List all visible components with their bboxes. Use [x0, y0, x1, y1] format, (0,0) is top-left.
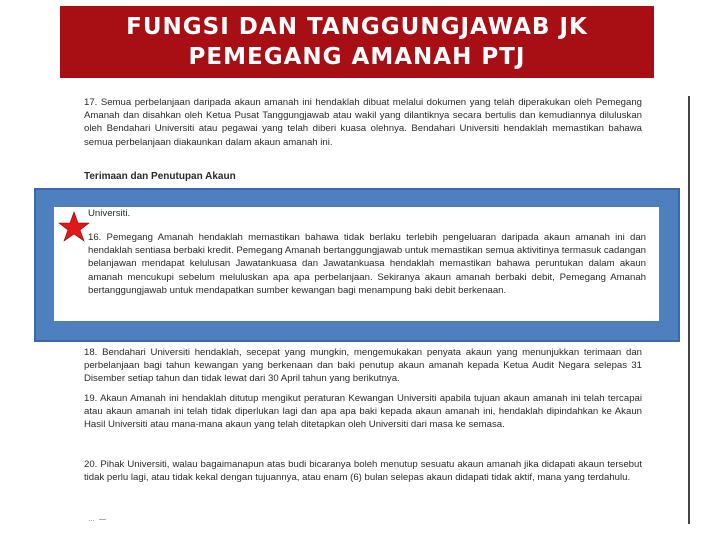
- red-star-icon: [58, 211, 90, 243]
- page-edge-rule: [688, 96, 690, 524]
- slide-title-line-1: FUNGSI DAN TANGGUNGJAWAB JK: [126, 14, 588, 40]
- paragraph-18: 18. Bendahari Universiti hendaklah, secepat yang mungkin, mengemukakan penyata akaun yang menunjukkan terimaan dan perbelanjaan bagi tahun kewangan yang berkenaan dan baki penutup akaun amanah kepada Ketua Audit Negara selepas 31 Disember setiap tahun dan tidak lewat dari 30 April tahun yang berikutnya.: [84, 347, 642, 385]
- section-heading: Terimaan dan Penutupan Akaun: [84, 171, 236, 182]
- page-footer-mark: … —: [88, 516, 107, 523]
- paragraph-20: 20. Pihak Universiti, walau bagaimanapun atas budi bicaranya boleh menutup sesuatu akaun amanah jika didapati akaun tersebut tidak perlu lagi, atau tidak kekal dengan tujuannya, atau enam (6) bulan selepas akaun didapati tidak aktif, mana yang terdahulu.: [84, 459, 642, 484]
- paragraph-19: 19. Akaun Amanah ini hendaklah ditutup mengikut peraturan Kewangan Universiti apabila tujuan akaun amanah ini telah tercapai atau akaun amanah ini telah tidak diperlukan lagi dan apa apa baki kepada akaun amanah ini, hendaklah dipindahkan ke Akaun Hasil Universiti atau mana-mana akaun yang telah ditetapkan oleh Universiti dari masa ke semasa.: [84, 393, 642, 431]
- slide-title-line-2: PEMEGANG AMANAH PTJ: [188, 44, 526, 70]
- paragraph-16: 16. Pemegang Amanah hendaklah memastikan bahawa tidak berlaku terlebih pengeluaran daripada akaun amanah ini dan hendaklah sentiasa berbaki kredit. Pemegang Amanah bertanggungjawab untuk memastikan semua aktivitinya termasuk cadangan belanjawan mendapat kelulusan Jawatankuasa dan Jawatankuasa hendaklah memastikan bahawa peruntukan dalam akaun amanah mencukupi sebelum meluluskan apa apa perbelanjaan. Sekiranya akaun amanah berbaki debit, Pemegang Amanah bertanggungjawab untuk mendapatkan sumber kewangan bagi menampung baki debit berkenaan.: [88, 232, 646, 296]
- paragraph-17: 17. Semua perbelanjaan daripada akaun amanah ini hendaklah dibuat melalui dokumen yang telah diperakukan oleh Pemegang Amanah dan disahkan oleh Ketua Pusat Tanggungjawab atau wakil yang dilantiknya secara bertulis dan kemudiannya diluluskan oleh Bendahari Universiti atau pegawai yang telah diberi kuasa olehnya. Bendahari Universiti hendaklah memastikan bahawa semua perbelanjaan diakaunkan dalam akaun amanah ini.: [84, 97, 642, 148]
- highlight-inner-page: [54, 207, 659, 321]
- highlight-lead-text: Universiti.: [88, 208, 131, 219]
- slide-title: [60, 6, 654, 78]
